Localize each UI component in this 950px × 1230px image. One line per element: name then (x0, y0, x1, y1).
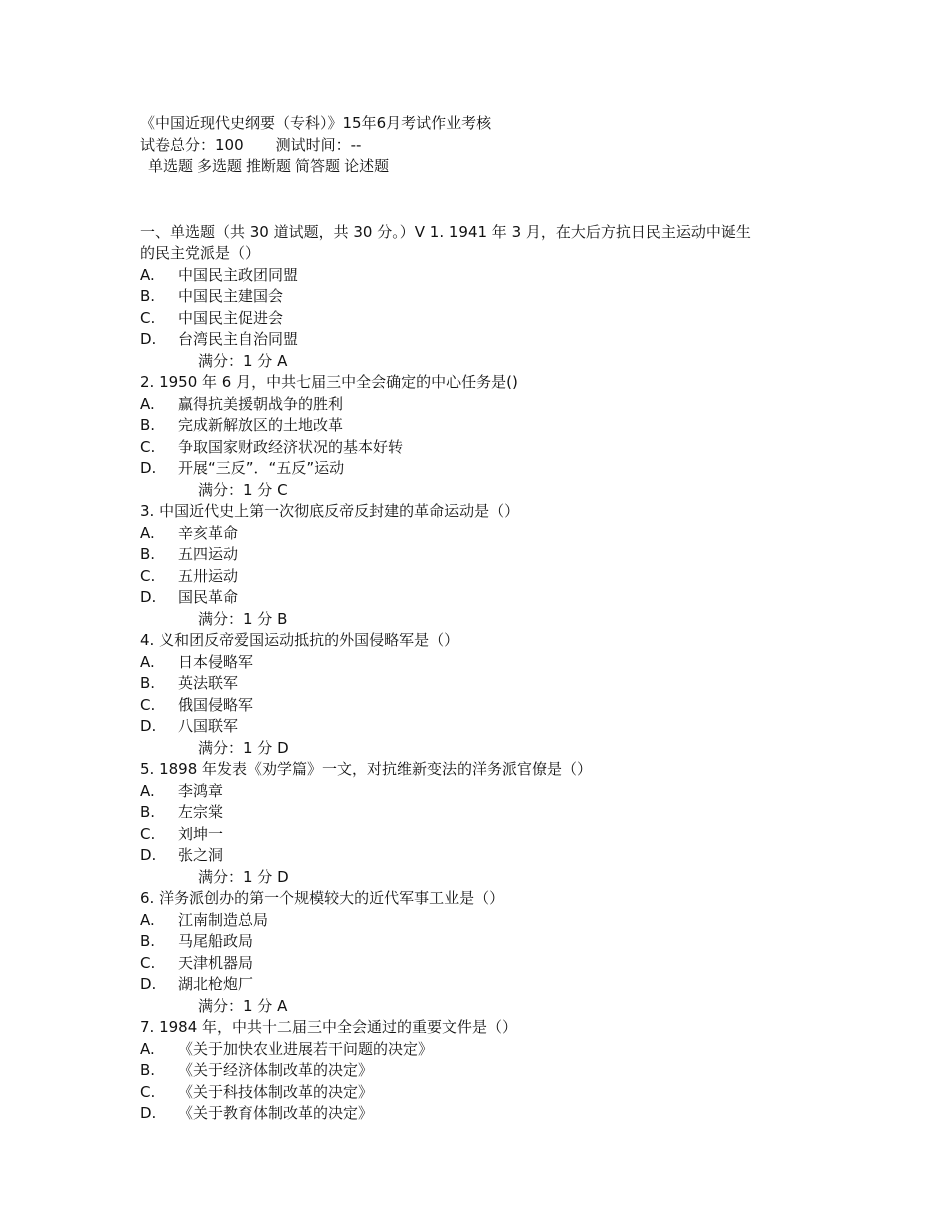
tab-judgment[interactable]: 推断题 (246, 157, 292, 175)
option-text: 台湾民主自治同盟 (178, 330, 299, 348)
option-text: 江南制造总局 (178, 910, 269, 929)
option-text: 《关于教育体制改革的决定》 (178, 1104, 374, 1122)
option-label: A. (140, 910, 155, 929)
question-stem: 7. 1984 年，中共十二届三中全会通过的重要文件是（） (140, 1018, 518, 1036)
answer-option[interactable] (140, 802, 840, 824)
question-type-tabs (140, 156, 840, 178)
option-label: A. (140, 523, 155, 542)
option-label: C. (140, 695, 156, 714)
exam-meta (140, 135, 840, 157)
option-label: D. (140, 330, 157, 348)
option-label: A. (140, 265, 155, 284)
option-text: 开展“三反”．“五反”运动 (178, 459, 345, 477)
option-label: D. (140, 588, 157, 606)
option-label: D. (140, 846, 157, 864)
answer-option[interactable] (140, 716, 840, 738)
answer-option[interactable] (140, 458, 840, 480)
question-stem: 6. 洋务派创办的第一个规模较大的近代军事工业是（） (140, 889, 505, 907)
question-stem: 3. 中国近代史上第一次彻底反帝反封建的革命运动是（） (140, 502, 520, 520)
question-stem: 2. 1950 年 6 月，中共七届三中全会确定的中心任务是() (140, 373, 518, 391)
option-label: D. (140, 1104, 157, 1122)
question-score: 满分：1 分 B (198, 609, 288, 628)
option-label: C. (140, 437, 156, 456)
option-label: A. (140, 394, 155, 413)
question-stem: 5. 1898 年发表《劝学篇》一文，对抗维新变法的洋务派官僚是（） (140, 760, 593, 778)
option-label: C. (140, 566, 156, 585)
exam-document (140, 113, 840, 1125)
answer-option[interactable] (140, 566, 840, 588)
answer-option[interactable] (140, 652, 840, 674)
answer-option[interactable] (140, 1060, 840, 1082)
tab-multiple-choice[interactable]: 多选题 (197, 157, 243, 175)
answer-option[interactable] (140, 845, 840, 867)
option-text: 天津机器局 (178, 953, 254, 972)
exam-title: 《中国近现代史纲要（专科）》15年6月考试作业考核 (140, 114, 492, 132)
section-heading: 一、单选题（共 30 道试题，共 30 分。）V 1. 1941 年 3 月，在大后方抗日民主运动中诞生 (140, 222, 751, 241)
option-text: 八国联军 (178, 717, 239, 735)
option-label: B. (140, 416, 156, 434)
option-label: D. (140, 717, 157, 735)
option-label: B. (140, 287, 156, 305)
option-text: 张之洞 (178, 846, 224, 864)
test-time: 测试时间：-- (275, 135, 362, 154)
tab-single-choice[interactable]: 单选题 (148, 157, 194, 175)
option-text: 日本侵略军 (178, 652, 254, 671)
answer-option[interactable] (140, 308, 840, 330)
option-text: 五卅运动 (178, 566, 239, 585)
option-label: B. (140, 674, 156, 692)
question-score: 满分：1 分 A (198, 996, 288, 1015)
option-text: 中国民主促进会 (178, 308, 284, 327)
answer-option[interactable] (140, 415, 840, 437)
option-label: B. (140, 1061, 156, 1079)
question-1-block (140, 265, 840, 373)
answer-option[interactable] (140, 673, 840, 695)
option-text: 辛亥革命 (178, 523, 239, 542)
answer-option[interactable] (140, 329, 840, 351)
answer-option[interactable] (140, 910, 840, 932)
option-label: C. (140, 1082, 156, 1101)
question-score: 满分：1 分 D (198, 867, 289, 886)
option-text: 五四运动 (178, 545, 239, 563)
answer-option[interactable] (140, 931, 840, 953)
answer-option[interactable] (140, 265, 840, 287)
answer-option[interactable] (140, 286, 840, 308)
option-text: 《关于加快农业进展若干问题的决定》 (178, 1039, 434, 1058)
question-score: 满分：1 分 A (198, 351, 288, 370)
option-text: 马尾船政局 (178, 932, 254, 950)
option-text: 俄国侵略军 (178, 695, 254, 714)
answer-option[interactable] (140, 974, 840, 996)
option-label: C. (140, 824, 156, 843)
option-label: B. (140, 803, 156, 821)
option-text: 湖北枪炮厂 (178, 975, 254, 993)
answer-option[interactable] (140, 1082, 840, 1104)
option-label: B. (140, 932, 156, 950)
answer-option[interactable] (140, 523, 840, 545)
option-text: 左宗棠 (178, 803, 224, 821)
question-score: 满分：1 分 D (198, 738, 289, 757)
answer-option[interactable] (140, 394, 840, 416)
question-stem: 4. 义和团反帝爱国运动抵抗的外国侵略军是（） (140, 631, 460, 649)
question-list (140, 372, 840, 1125)
answer-option[interactable] (140, 695, 840, 717)
answer-option[interactable] (140, 781, 840, 803)
option-text: 中国民主建国会 (178, 287, 284, 305)
option-text: 完成新解放区的土地改革 (178, 416, 344, 434)
option-label: A. (140, 781, 155, 800)
answer-option[interactable] (140, 953, 840, 975)
option-label: B. (140, 545, 156, 563)
option-text: 李鸿章 (178, 781, 224, 800)
option-text: 中国民主政团同盟 (178, 265, 299, 284)
answer-option[interactable] (140, 1103, 840, 1125)
answer-option[interactable] (140, 1039, 840, 1061)
option-text: 《关于科技体制改革的决定》 (178, 1082, 374, 1101)
tab-essay[interactable]: 论述题 (344, 157, 390, 175)
option-text: 国民革命 (178, 588, 239, 606)
option-label: C. (140, 308, 156, 327)
option-label: D. (140, 459, 157, 477)
option-text: 《关于经济体制改革的决定》 (178, 1061, 374, 1079)
answer-option[interactable] (140, 824, 840, 846)
option-text: 英法联军 (178, 674, 239, 692)
question-1-stem: 的民主党派是（） (140, 244, 261, 262)
answer-option[interactable] (140, 544, 840, 566)
option-label: C. (140, 953, 156, 972)
answer-option[interactable] (140, 437, 840, 459)
answer-option[interactable] (140, 587, 840, 609)
option-text: 刘坤一 (178, 824, 224, 843)
question-score: 满分：1 分 C (198, 480, 288, 499)
option-label: D. (140, 975, 157, 993)
option-text: 赢得抗美援朝战争的胜利 (178, 394, 344, 413)
total-score: 试卷总分：100 (140, 135, 244, 154)
option-text: 争取国家财政经济状况的基本好转 (178, 437, 404, 456)
option-label: A. (140, 652, 155, 671)
tab-short-answer[interactable]: 简答题 (295, 157, 341, 175)
option-label: A. (140, 1039, 155, 1058)
